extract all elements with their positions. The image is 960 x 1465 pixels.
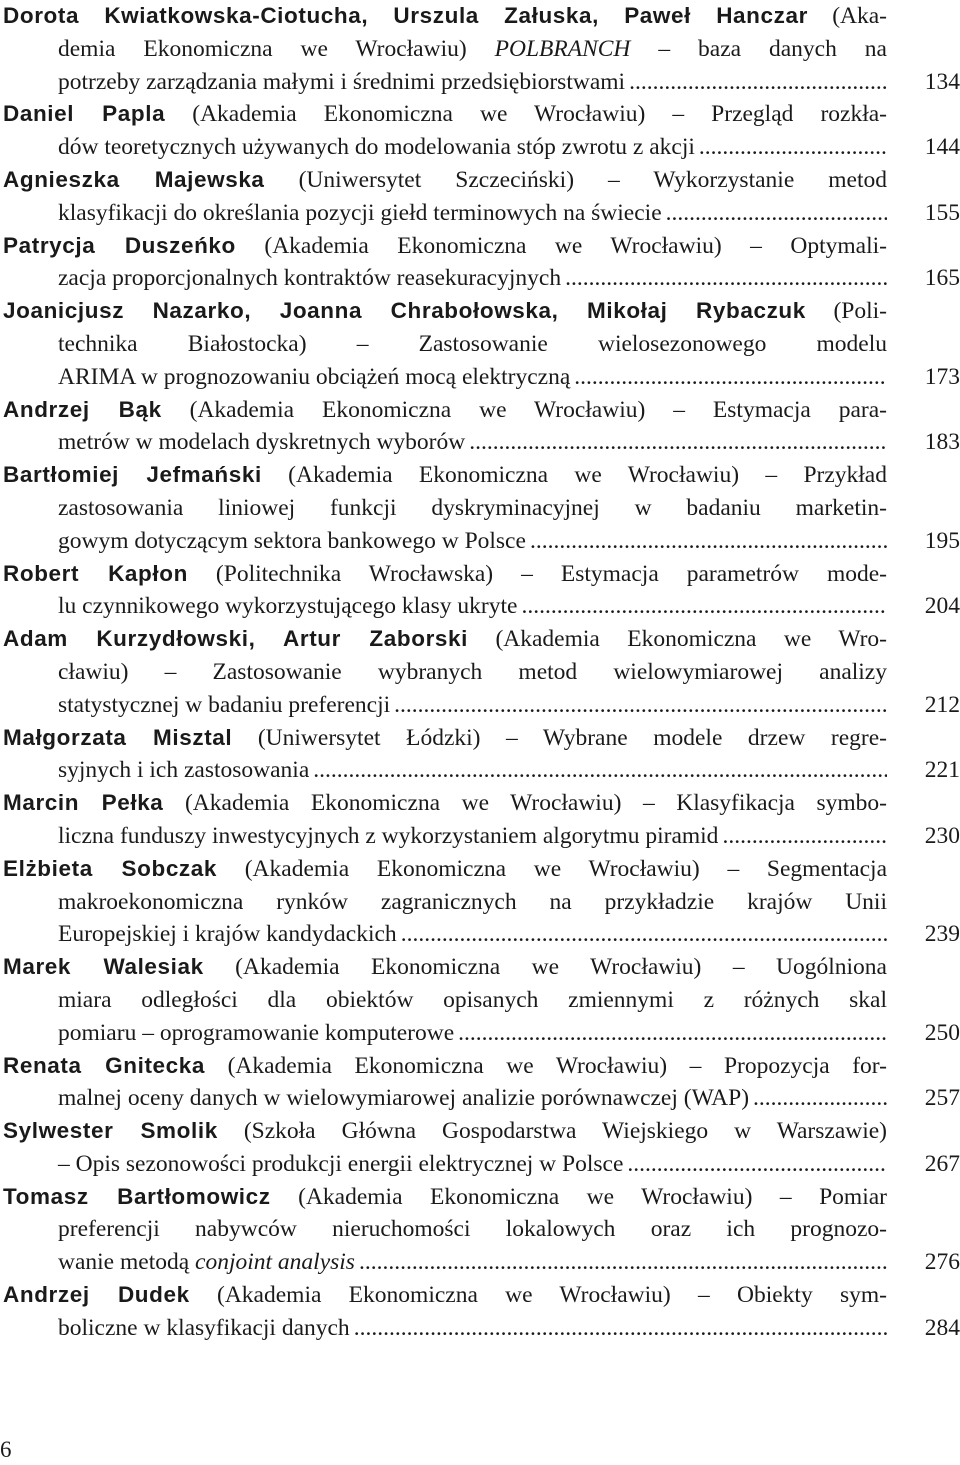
author-names: Małgorzata Misztal bbox=[3, 724, 233, 750]
toc-entry-line bbox=[0, 0, 887, 33]
toc-entry-line bbox=[0, 1050, 887, 1083]
toc-entry-line bbox=[0, 98, 887, 131]
toc-page-number: 276 bbox=[924, 1249, 960, 1276]
toc-line-text bbox=[58, 525, 526, 558]
title-text: ARIMA w prognozowaniu obciążeń mocą elektryczną bbox=[58, 363, 571, 390]
toc-page-number: 165 bbox=[924, 265, 960, 292]
author-names: Andrzej Bąk bbox=[3, 396, 162, 422]
toc-entry-line bbox=[0, 492, 887, 525]
toc-line-text bbox=[58, 754, 309, 787]
title-text: metrów w modelach dyskretnych wyborów bbox=[58, 429, 466, 456]
toc-entry-line bbox=[0, 886, 887, 919]
toc-entry bbox=[0, 230, 960, 296]
toc-entry-line bbox=[0, 525, 887, 558]
title-text: zastosowania liniowej funkcji dyskryminacyjnej w badaniu marketin- bbox=[58, 494, 887, 521]
toc-line-text bbox=[58, 66, 625, 99]
title-text: potrzeby zarządzania małymi i średnimi przedsiębiorstwami bbox=[58, 68, 626, 95]
toc-line-text bbox=[58, 426, 465, 459]
toc-entry bbox=[0, 1181, 960, 1279]
toc-line-text bbox=[58, 918, 397, 951]
toc-entry bbox=[0, 623, 960, 721]
title-text: pomiaru – oprogramowanie komputerowe bbox=[58, 1019, 455, 1046]
title-text: syjnych i ich zastosowania bbox=[58, 757, 310, 784]
author-names: Elżbieta Sobczak bbox=[3, 855, 218, 881]
title-text: lu czynnikowego wykorzystującego klasy ukryte bbox=[58, 593, 518, 620]
toc-entry-line bbox=[0, 1213, 887, 1246]
toc-entry-line bbox=[0, 230, 887, 263]
toc-entry bbox=[0, 722, 960, 788]
toc-entry-line bbox=[0, 328, 887, 361]
toc-line-text bbox=[58, 1312, 350, 1345]
dot-leader bbox=[309, 754, 887, 787]
title-text: (Akademia Ekonomiczna we Wrocławiu) – Klasyfikacja symbo- bbox=[163, 790, 887, 817]
dot-leader bbox=[350, 1312, 887, 1345]
toc-page-number: 173 bbox=[924, 363, 960, 390]
toc-page-number: 230 bbox=[924, 822, 960, 849]
dot-leader bbox=[561, 262, 887, 295]
title-text: zacja proporcjonalnych kontraktów reasekuracyjnych bbox=[58, 265, 562, 292]
title-text: klasyfikacji do określania pozycji giełd terminowych na świecie bbox=[58, 199, 662, 226]
toc-entry-line bbox=[0, 394, 887, 427]
toc-page-number: 144 bbox=[924, 134, 960, 161]
toc-line-text bbox=[58, 689, 390, 722]
title-text: (Akademia Ekonomiczna we Wrocławiu) – Propozycja for- bbox=[205, 1052, 887, 1079]
toc-page-number: 250 bbox=[924, 1019, 960, 1046]
dot-leader bbox=[397, 918, 887, 951]
toc-entry-line bbox=[0, 361, 887, 394]
title-text: (Akademia Ekonomiczna we Wrocławiu) – Uogólniona bbox=[203, 954, 887, 981]
title-text: liczna funduszy inwestycyjnych z wykorzystaniem algorytmu piramid bbox=[58, 822, 719, 849]
title-text: (Uniwersytet Łódzki) – Wybrane modele drzew regre- bbox=[232, 724, 887, 751]
title-text: gowym dotyczącym sektora bankowego w Polsce bbox=[58, 527, 526, 554]
toc-entry bbox=[0, 1115, 960, 1181]
toc-entry-line bbox=[0, 787, 887, 820]
author-names: Marek Walesiak bbox=[3, 954, 204, 980]
toc-entry-line bbox=[0, 951, 887, 984]
toc-page-number: 284 bbox=[924, 1314, 960, 1341]
toc-line-text bbox=[58, 131, 695, 164]
toc-line-text bbox=[58, 590, 517, 623]
dot-leader bbox=[390, 689, 887, 722]
toc-line-text bbox=[58, 361, 570, 394]
toc-page-number: 239 bbox=[924, 921, 960, 948]
dot-leader bbox=[355, 1246, 887, 1279]
toc-entry bbox=[0, 853, 960, 951]
dot-leader bbox=[749, 1082, 887, 1115]
toc-entry-line bbox=[0, 590, 887, 623]
author-names: Andrzej Dudek bbox=[3, 1282, 190, 1308]
title-text: cławiu) – Zastosowanie wybranych metod wielowymiarowej analizy bbox=[58, 658, 887, 685]
title-text: (Akademia Ekonomiczna we Wrocławiu) – Obiekty sym- bbox=[189, 1282, 887, 1309]
dot-leader bbox=[517, 590, 887, 623]
title-text: dów teoretycznych używanych do modelowania stóp zwrotu z akcji bbox=[58, 134, 695, 161]
title-text: – baza danych na bbox=[630, 35, 887, 62]
toc-entry bbox=[0, 951, 960, 1049]
toc-entry-line bbox=[0, 1115, 887, 1148]
title-text: (Akademia Ekonomiczna we Wrocławiu) – Optymali- bbox=[235, 232, 887, 259]
title-text: miara odległości dla obiektów opisanych zmiennymi z różnych skal bbox=[58, 986, 887, 1013]
toc-entry bbox=[0, 1050, 960, 1116]
toc-page-number: 134 bbox=[924, 68, 960, 95]
toc-entry-line bbox=[0, 918, 887, 951]
toc-entry-line bbox=[0, 1181, 887, 1214]
title-text: (Politechnika Wrocławska) – Estymacja parametrów mode- bbox=[187, 560, 887, 587]
toc-entry bbox=[0, 295, 960, 393]
toc-line-text bbox=[58, 1082, 749, 1115]
dot-leader bbox=[662, 197, 887, 230]
title-text: (Akademia Ekonomiczna we Wrocławiu) – Przykład bbox=[261, 462, 887, 489]
title-text: (Akademia Ekonomiczna we Wro- bbox=[468, 626, 887, 653]
toc-line-text bbox=[58, 820, 718, 853]
toc-entry-line bbox=[0, 1082, 887, 1115]
toc-page-number: 212 bbox=[924, 691, 960, 718]
toc-entry bbox=[0, 459, 960, 557]
toc-page-number: 155 bbox=[924, 199, 960, 226]
title-text: Europejskiej i krajów kandydackich bbox=[58, 921, 397, 948]
toc-entry bbox=[0, 1279, 960, 1345]
toc-entry-line bbox=[0, 1017, 887, 1050]
toc-page-number: 257 bbox=[924, 1085, 960, 1112]
author-names: Tomasz Bartłomowicz bbox=[3, 1183, 271, 1209]
title-text: – Opis sezonowości produkcji energii elektrycznej w Polsce bbox=[58, 1150, 624, 1177]
title-text: (Aka- bbox=[807, 3, 887, 29]
dot-leader bbox=[625, 66, 887, 99]
toc-entry-line bbox=[0, 459, 887, 492]
author-names: Robert Kapłon bbox=[3, 560, 188, 586]
toc-entry bbox=[0, 164, 960, 230]
title-text: preferencji nabywców nieruchomości lokalowych oraz ich prognozo- bbox=[58, 1216, 887, 1243]
toc-entry-line bbox=[0, 164, 887, 197]
author-names: Patrycja Duszeńko bbox=[3, 232, 236, 258]
toc-entry-line bbox=[0, 262, 887, 295]
dot-leader bbox=[623, 1148, 887, 1181]
author-names: Joanicjusz Nazarko, Joanna Chrabołowska, Mikołaj Rybaczuk bbox=[3, 298, 806, 324]
title-text: (Poli- bbox=[805, 298, 887, 325]
toc-entry-line bbox=[0, 754, 887, 787]
toc-entry-line bbox=[0, 623, 887, 656]
dot-leader bbox=[465, 426, 887, 459]
title-text: boliczne w klasyfikacji danych bbox=[58, 1314, 350, 1341]
title-text: (Akademia Ekonomiczna we Wrocławiu) – Segmentacja bbox=[217, 855, 887, 882]
toc-entry-line bbox=[0, 33, 887, 66]
title-text: (Akademia Ekonomiczna we Wrocławiu) – Estymacja para- bbox=[161, 396, 887, 423]
author-names: Sylwester Smolik bbox=[3, 1118, 218, 1144]
title-text: (Akademia Ekonomiczna we Wrocławiu) – Przegląd rozkła- bbox=[165, 101, 887, 128]
toc-page-number: 267 bbox=[924, 1150, 960, 1177]
toc-page-number: 195 bbox=[924, 527, 960, 554]
title-text: makroekonomiczna rynków zagranicznych na przykładzie krajów Unii bbox=[58, 888, 887, 915]
toc-line-text bbox=[58, 1148, 623, 1181]
author-names: Marcin Pełka bbox=[3, 790, 164, 816]
toc-entry-line bbox=[0, 656, 887, 689]
toc-entry bbox=[0, 98, 960, 164]
toc-page-number: 183 bbox=[924, 429, 960, 456]
toc-line-text bbox=[58, 1017, 454, 1050]
title-text: (Uniwersytet Szczeciński) – Wykorzystanie metod bbox=[264, 166, 887, 193]
title-text: (Szkoła Główna Gospodarstwa Wiejskiego w Warszawie) bbox=[217, 1118, 887, 1145]
toc-line-text bbox=[58, 262, 561, 295]
author-names: Bartłomiej Jefmański bbox=[3, 462, 262, 488]
title-text: (Akademia Ekonomiczna we Wrocławiu) – Pomiar bbox=[270, 1183, 887, 1210]
toc-entry-line bbox=[0, 1279, 887, 1312]
toc-entry bbox=[0, 558, 960, 624]
toc-entry-line bbox=[0, 558, 887, 591]
page-number: 6 bbox=[0, 1437, 12, 1462]
dot-leader bbox=[570, 361, 887, 394]
author-names: Daniel Papla bbox=[3, 101, 166, 127]
toc-entry-line bbox=[0, 197, 887, 230]
toc-entry-line bbox=[0, 426, 887, 459]
toc-entry bbox=[0, 394, 960, 460]
title-text: statystycznej w badaniu preferencji bbox=[58, 691, 391, 718]
toc-line-text bbox=[58, 197, 662, 230]
italic-term: POLBRANCH bbox=[494, 35, 631, 62]
dot-leader bbox=[718, 820, 887, 853]
toc-line-text bbox=[58, 1246, 355, 1279]
toc-entry-line bbox=[0, 66, 887, 99]
toc-entry bbox=[0, 0, 960, 98]
toc-entry-line bbox=[0, 1148, 887, 1181]
toc-page-number: 221 bbox=[924, 757, 960, 784]
author-names: Adam Kurzydłowski, Artur Zaborski bbox=[3, 626, 468, 652]
toc-entry-line bbox=[0, 295, 887, 328]
toc-page-number: 204 bbox=[924, 593, 960, 620]
title-text: wanie metodą bbox=[58, 1249, 196, 1276]
toc-entry bbox=[0, 787, 960, 853]
italic-term: conjoint analysis bbox=[195, 1249, 355, 1276]
toc-entry-line bbox=[0, 820, 887, 853]
dot-leader bbox=[454, 1017, 887, 1050]
dot-leader bbox=[526, 525, 887, 558]
title-text: technika Białostocka) – Zastosowanie wielosezonowego modelu bbox=[58, 330, 887, 357]
toc-entry-line bbox=[0, 1312, 887, 1345]
title-text: malnej oceny danych w wielowymiarowej analizie porównawczej (WAP) bbox=[58, 1085, 750, 1112]
author-names: Renata Gnitecka bbox=[3, 1052, 206, 1078]
title-text: demia Ekonomiczna we Wrocławiu) bbox=[58, 35, 495, 62]
toc-entry-line bbox=[0, 1246, 887, 1279]
toc-entry-line bbox=[0, 984, 887, 1017]
dot-leader bbox=[695, 131, 887, 164]
toc-entry-line bbox=[0, 131, 887, 164]
toc-entry-line bbox=[0, 689, 887, 722]
toc-entry-line bbox=[0, 853, 887, 886]
author-names: Dorota Kwiatkowska-Ciotucha, Urszula Załuska, Paweł Hanczar bbox=[3, 3, 808, 28]
author-names: Agnieszka Majewska bbox=[3, 166, 265, 192]
toc-entry-line bbox=[0, 722, 887, 755]
